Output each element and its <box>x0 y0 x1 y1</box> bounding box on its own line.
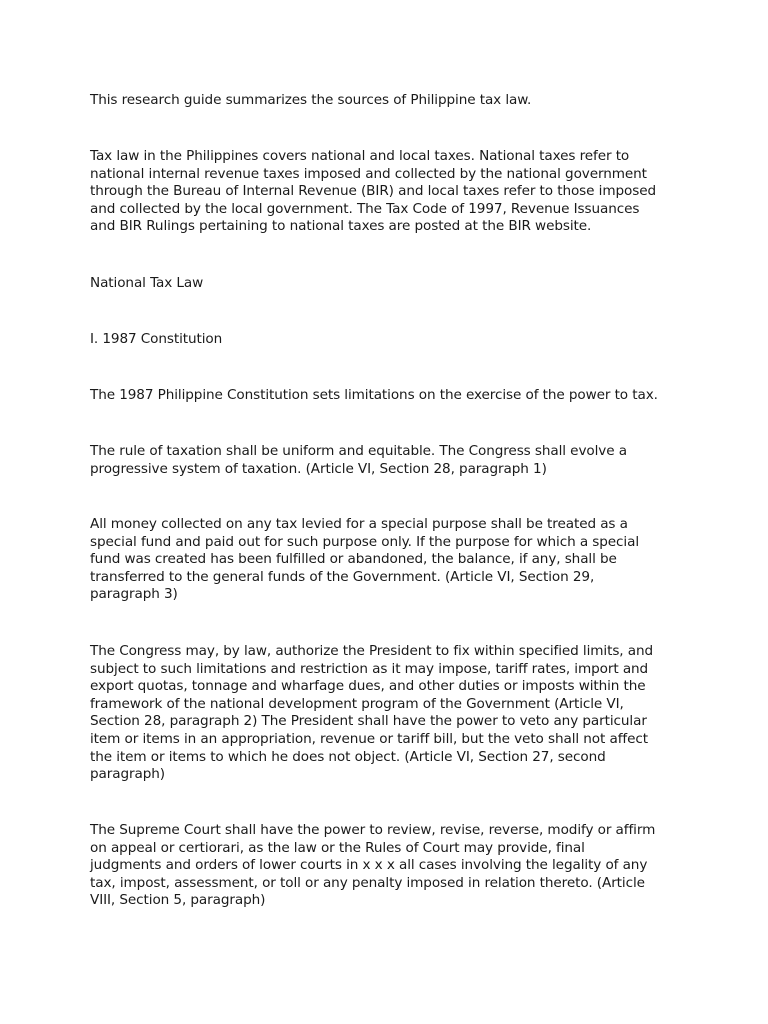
uniformity-paragraph: The rule of taxation shall be uniform and equitable. The Congress shall evolve a progressive system of taxation. (Article VI, Section 28, paragraph 1) <box>90 443 627 477</box>
supreme-court-paragraph: The Supreme Court shall have the power to review, revise, reverse, modify or affirm on appeal or certiorari, as the law or the Rules of Court may provide, final judgments and orders of lower courts in x x x all cases involving the legality of any tax, impost, assessment, or toll or any penalty imposed in relation thereto. (Article VIII, Section 5, paragraph) <box>90 822 656 909</box>
overview-paragraph: Tax law in the Philippines covers national and local taxes. National taxes refer to national internal revenue taxes imposed and collected by the national government through the Bureau of Internal Revenue (BIR) and local taxes refer to those imposed and collected by the local government. The Tax Code of 1997, Revenue Issuances and BIR Rulings pertaining to national taxes are posted at the BIR website. <box>90 148 656 235</box>
subsection-heading: I. 1987 Constitution <box>90 331 223 347</box>
tariff-powers-paragraph: The Congress may, by law, authorize the President to fix within specified limits, and subject to such limitations and restriction as it may impose, tariff rates, import and export quotas, tonnage and wharfage dues, and other duties or imposts within the framework of the national development program of the Government (Article VI, Section 28, paragraph 2) The President shall have the power to veto any particular item or items in an appropriation, revenue or tariff bill, but the veto shall not affect the item or items to which he does not object. (Article VI, Section 27, second paragraph) <box>90 643 654 783</box>
section-heading: National Tax Law <box>90 275 204 291</box>
constitution-paragraph: The 1987 Philippine Constitution sets limitations on the exercise of the power to tax. <box>90 387 658 403</box>
intro-paragraph: This research guide summarizes the sources of Philippine tax law. <box>90 92 532 108</box>
special-fund-paragraph: All money collected on any tax levied for a special purpose shall be treated as a special fund and paid out for such purpose only. If the purpose for which a special fund was created has been fulfilled or abandoned, the balance, if any, shall be transferred to the general funds of the Government. (Article VI, Section 29, paragraph 3) <box>90 516 640 603</box>
